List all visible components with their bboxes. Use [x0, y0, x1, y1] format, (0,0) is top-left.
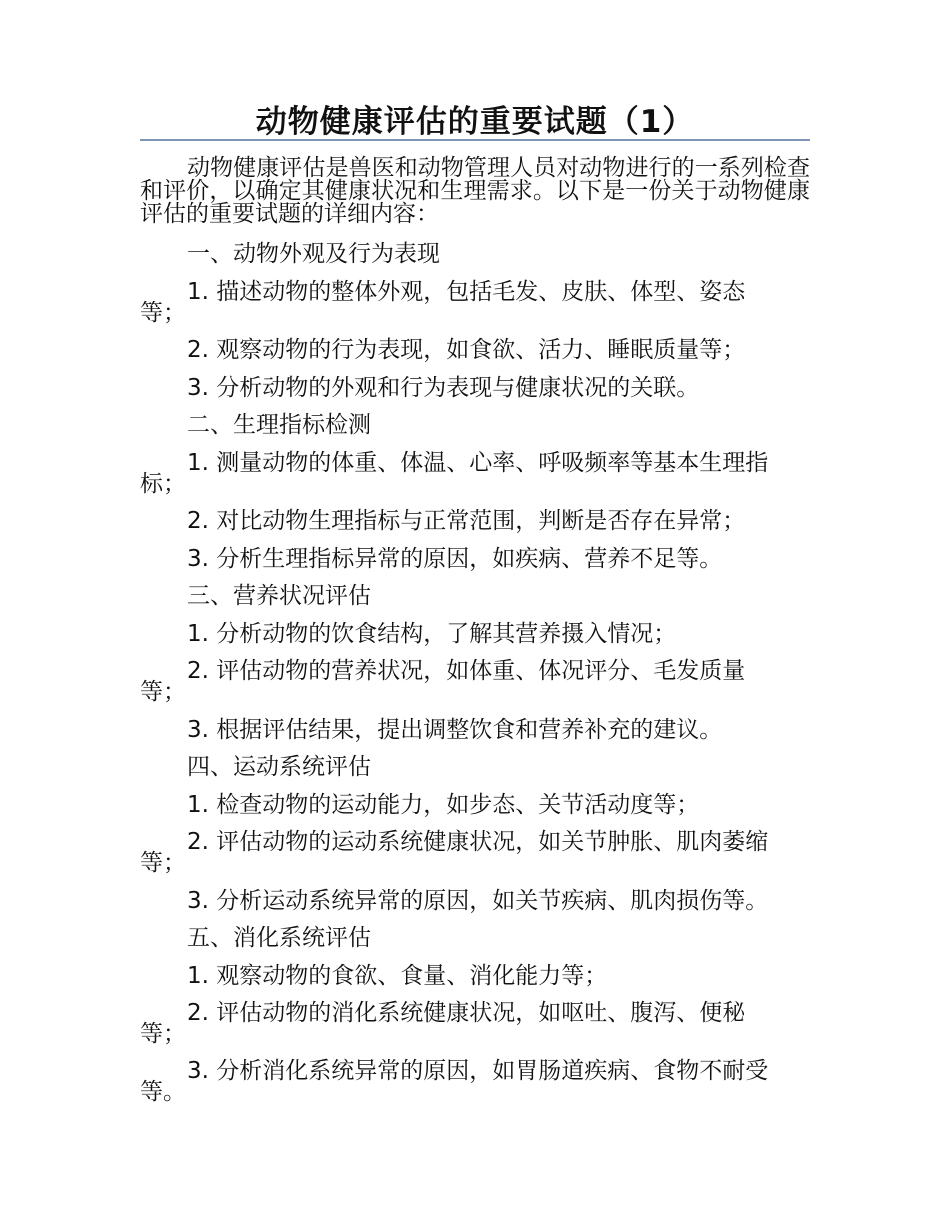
list-item-continuation: 标；	[140, 471, 186, 497]
section-heading: 四、运动系统评估	[187, 754, 371, 780]
list-item: 3. 分析消化系统异常的原因，如胃肠道疾病、食物不耐受	[187, 1058, 769, 1084]
list-item-continuation: 等；	[140, 850, 186, 876]
list-item: 1. 分析动物的饮食结构，了解其营养摄入情况；	[187, 621, 677, 647]
list-item-continuation: 等；	[140, 300, 186, 326]
section-heading: 一、动物外观及行为表现	[187, 241, 440, 267]
list-item-continuation: 等；	[140, 679, 186, 705]
section-heading: 三、营养状况评估	[187, 583, 371, 609]
list-item: 3. 分析动物的外观和行为表现与健康状况的关联。	[187, 375, 700, 401]
list-item: 2. 观察动物的行为表现，如食欲、活力、睡眠质量等；	[187, 337, 746, 363]
list-item: 1. 观察动物的食欲、食量、消化能力等；	[187, 963, 608, 989]
section-heading: 二、生理指标检测	[187, 412, 371, 438]
section-heading: 五、消化系统评估	[187, 925, 371, 951]
list-item-continuation: 等。	[140, 1079, 186, 1105]
list-item: 1. 描述动物的整体外观，包括毛发、皮肤、体型、姿态	[187, 279, 746, 305]
list-item: 3. 分析运动系统异常的原因，如关节疾病、肌肉损伤等。	[187, 888, 769, 914]
list-item: 3. 根据评估结果，提出调整饮食和营养补充的建议。	[187, 717, 723, 743]
list-item: 2. 对比动物生理指标与正常范围，判断是否存在异常；	[187, 508, 746, 534]
list-item: 2. 评估动物的营养状况，如体重、体况评分、毛发质量	[187, 658, 746, 684]
title-underline	[140, 139, 810, 141]
list-item: 2. 评估动物的消化系统健康状况，如呕吐、腹泻、便秘	[187, 1000, 746, 1026]
list-item: 3. 分析生理指标异常的原因，如疾病、营养不足等。	[187, 546, 723, 572]
list-item-continuation: 等；	[140, 1021, 186, 1047]
list-item: 1. 检查动物的运动能力，如步态、关节活动度等；	[187, 792, 700, 818]
intro-paragraph: 动物健康评估是兽医和动物管理人员对动物进行的一系列检查和评价，以确定其健康状况和生理需求。以下是一份关于动物健康评估的重要试题的详细内容：	[140, 155, 810, 227]
document-title: 动物健康评估的重要试题（1）	[255, 104, 695, 140]
list-item: 1. 测量动物的体重、体温、心率、呼吸频率等基本生理指	[187, 450, 769, 476]
list-item: 2. 评估动物的运动系统健康状况，如关节肿胀、肌肉萎缩	[187, 829, 769, 855]
